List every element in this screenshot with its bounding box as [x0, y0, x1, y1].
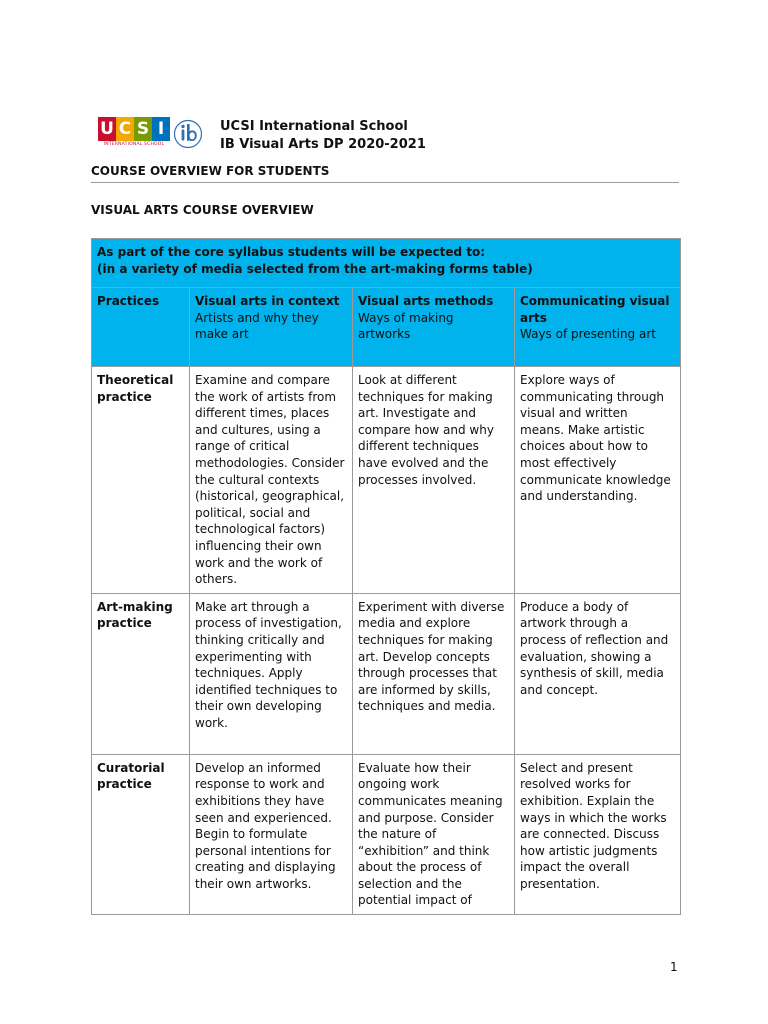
table-header-row [92, 288, 681, 367]
row-label-curatorial-practice: Curatorial practice [92, 754, 190, 914]
table-intro-row [92, 239, 681, 288]
school-name: UCSI International School [220, 119, 408, 134]
table-cell-context: Make art through a process of investigation, thinking critically and experimenting with techniques. Apply identified techniques to their own developing work. [190, 593, 353, 754]
column-header-subtitle: Ways of making artworks [358, 310, 454, 342]
course-overview-table [91, 238, 681, 915]
row-label-art-making-practice: Art-making practice [92, 593, 190, 754]
ucsi-logo-caption: INTERNATIONAL SCHOOL [103, 142, 165, 147]
column-header-title: Practices [97, 294, 160, 308]
ucsi-logo-letter: I [152, 117, 170, 141]
page-number: 1 [670, 960, 678, 974]
ucsi-logo-letter: C [116, 117, 134, 141]
ucsi-logo-letter: U [98, 117, 116, 141]
column-header-methods [353, 288, 515, 367]
column-header-title: Visual arts in context [195, 294, 340, 308]
column-header-title: Communicating visual arts [520, 294, 670, 325]
table-cell-methods: Look at different techniques for making art. Investigate and compare how and why different techniques have evolved and the processes involved. [353, 367, 515, 594]
table-row [92, 593, 681, 754]
intro-line: As part of the core syllabus students will be expected to: [97, 245, 486, 259]
header-logos [98, 116, 202, 152]
table-cell-methods: Evaluate how their ongoing work communicates meaning and purpose. Consider the nature of “exhibition” and think about the process of selection and the potential impact of [353, 754, 515, 914]
ib-logo-icon [174, 119, 202, 149]
course-overview-title: COURSE OVERVIEW FOR STUDENTS [91, 164, 330, 178]
horizontal-divider [91, 182, 679, 183]
table-cell-context: Develop an informed response to work and exhibitions they have seen and experienced. Begin to formulate personal intentions for creating and displaying their own artworks. [190, 754, 353, 914]
table-cell-communicating: Produce a body of artwork through a process of reflection and evaluation, showing a synthesis of skill, media and concept. [515, 593, 681, 754]
row-label-theoretical-practice: Theoretical practice [92, 367, 190, 594]
table-cell-communicating: Explore ways of communicating through visual and written means. Make artistic choices about how to most effectively communicate knowledge and understanding. [515, 367, 681, 594]
table-cell-context: Examine and compare the work of artists from different times, places and cultures, using a range of critical methodologies. Consider the cultural contexts (historical, geographical, political, social and technological factors) influencing their own work and the work of others. [190, 367, 353, 594]
column-header-communicating [515, 288, 681, 367]
table-row [92, 754, 681, 914]
column-header-subtitle: Ways of presenting art [520, 327, 656, 342]
ucsi-logo-letter: S [134, 117, 152, 141]
ucsi-logo [98, 117, 170, 151]
table-cell-communicating: Select and present resolved works for exhibition. Explain the ways in which the works are connected. Discuss how artistic judgments impact the overall presentation. [515, 754, 681, 914]
table-cell-methods: Experiment with diverse media and explore techniques for making art. Develop concepts through processes that are informed by skills, techniques and media. [353, 593, 515, 754]
column-header-practices [92, 288, 190, 367]
column-header-subtitle: Artists and why they make art [195, 310, 319, 342]
intro-line: (in a variety of media selected from the art-making forms table) [97, 261, 533, 276]
column-header-title: Visual arts methods [358, 294, 494, 308]
programme-title: IB Visual Arts DP 2020-2021 [220, 137, 426, 152]
table-intro-cell [92, 239, 681, 288]
school-info [220, 118, 426, 154]
column-header-context [190, 288, 353, 367]
table-row [92, 367, 681, 594]
section-title: VISUAL ARTS COURSE OVERVIEW [91, 203, 314, 217]
